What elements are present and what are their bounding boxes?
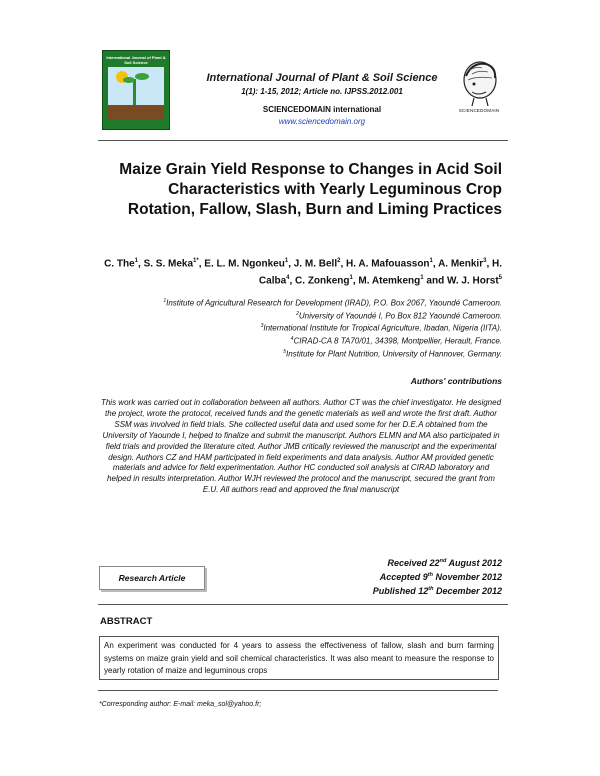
- article-type-box: Research Article: [99, 566, 205, 590]
- affiliation-text: International Institute for Tropical Agriculture, Ibadan, Nigeria (IITA).: [263, 323, 502, 333]
- article-title: Maize Grain Yield Response to Changes in Acid Soil Characteristics with Yearly Leguminous Crop Rotation, Fallow, Slash, Burn and Liming Practices: [119, 161, 502, 218]
- affiliation-text: Institute for Plant Nutrition, University of Hannover, Germany.: [286, 349, 502, 359]
- author-name: J. M. Bell: [293, 258, 338, 270]
- author-affiliation-marker: 1: [284, 258, 289, 264]
- leaf-icon: [123, 77, 135, 83]
- affiliation-item: [140, 321, 502, 334]
- accepted-date: Accepted 9th November 2012: [379, 572, 502, 582]
- cover-title: International Journal of Plant & Soil Science: [106, 55, 166, 65]
- affiliation-number: 1: [163, 298, 167, 304]
- journal-title: International Journal of Plant & Soil Science: [206, 72, 438, 84]
- received-date: Received 22nd August 2012: [387, 558, 502, 568]
- author-separator: ,: [288, 258, 294, 270]
- cover-soil: [108, 105, 164, 119]
- section-divider: [98, 604, 508, 605]
- author-separator: ,: [352, 275, 359, 287]
- author-separator: ,: [432, 258, 439, 270]
- author-name: C. The: [104, 258, 135, 270]
- contributions-text: This work was carried out in collaboration between all authors. Author CT was the chief investigator. He designed the project, wrote the protocol, received funds and the genetic materials as well and wrote the first draft. Author SSM was involved in field trials. She collected useful data and used some for her D.E.A obtained from the University of Yaounde I, helped to finalize and submit the manuscript. Authors ELMN and MA also participated in field trials and provided the literature cited. Author JMB critically reviewed the manuscript and the experimental design. Authors CZ and HAM participated in field experiments and data analysis. Author AM provided genetic materials and advice for field experimentation. Author HC conducted soil analysis at CIRAD laboratory and helped in results interpretation. Author WJH reviewed the protocol and the manuscript, secured the grant from E.U. All authors read and approved the final manuscript: [100, 398, 502, 495]
- abstract-box: An experiment was conducted for 4 years to assess the effectiveness of fallow, slash and burn farming systems on maize grain yield and soil chemical characteristics. It was also meant to measure the response to yearly rotation of maize and leguminous crops: [99, 636, 499, 680]
- affiliation-number: 4: [290, 335, 294, 342]
- author-separator: ,: [289, 275, 296, 287]
- author-separator: and: [423, 275, 447, 287]
- author-list: [100, 254, 502, 289]
- author-affiliation-marker: 4: [286, 275, 290, 282]
- author-affiliation-marker: 1*: [193, 258, 199, 264]
- author-separator: ,: [340, 258, 347, 270]
- logo-label: SCIENCEDOMAIN: [458, 108, 500, 113]
- affiliation-list: [140, 296, 502, 359]
- affiliation-item: [140, 309, 502, 322]
- author-name: H. A. Mafouasson: [346, 258, 430, 270]
- author-affiliation-marker: 3: [483, 258, 487, 264]
- abstract-heading: ABSTRACT: [100, 616, 153, 627]
- publisher-name: SCIENCEDOMAIN international: [262, 105, 382, 114]
- author-affiliation-marker: 1: [429, 258, 433, 264]
- publisher-logo: [452, 58, 506, 122]
- footnote-divider: [98, 690, 498, 691]
- published-date: Published 12th December 2012: [372, 586, 502, 596]
- affiliation-number: 2: [296, 310, 299, 317]
- affiliation-number: 5: [283, 348, 287, 355]
- contributions-heading: Authors' contributions: [410, 376, 502, 386]
- affiliation-text: University of Yaoundé I, Po Box 812 Yaoundé Cameroon.: [298, 311, 502, 321]
- author-affiliation-marker: 2: [337, 258, 341, 264]
- author-separator: ,: [138, 258, 144, 270]
- affiliation-item: [140, 296, 502, 309]
- author-name: C. Zonkeng: [295, 275, 350, 287]
- plant-icon: [133, 79, 136, 105]
- volume-info: 1(1): 1-15, 2012; Article no. IJPSS.2012.001: [241, 87, 403, 96]
- cover-sky: [108, 67, 164, 105]
- affiliation-text: CIRAD-CA 8 TA70/01, 34398, Montpellier, Herault, France.: [293, 336, 502, 346]
- author-name: E. L. M. Ngonkeu: [204, 258, 285, 270]
- author-name: M. Atemkeng: [358, 275, 421, 287]
- publisher-url[interactable]: www.sciencedomain.org: [278, 117, 366, 126]
- corresponding-author-footnote: *Corresponding author: E-mail: meka_sol@yahoo.fr;: [99, 701, 262, 708]
- author-name: H. Calba: [258, 258, 502, 287]
- article-dates: [300, 555, 502, 597]
- affiliation-number: 3: [260, 323, 264, 330]
- author-separator: ,: [486, 258, 492, 270]
- journal-info: [172, 72, 472, 126]
- author-name: W. J. Horst: [446, 275, 499, 287]
- leaf-icon: [135, 73, 149, 80]
- author-affiliation-marker: 1: [134, 258, 139, 264]
- author-affiliation-marker: 1: [349, 275, 353, 282]
- author-name: S. S. Meka: [143, 258, 194, 270]
- head-silhouette-icon: [452, 58, 506, 108]
- journal-cover-image: [102, 50, 170, 130]
- affiliation-item: [140, 347, 502, 360]
- header-divider: [98, 140, 508, 141]
- author-separator: ,: [198, 258, 205, 270]
- author-name: A. Menkir: [438, 258, 484, 270]
- affiliation-item: [140, 334, 502, 347]
- author-affiliation-marker: 1: [420, 275, 424, 282]
- author-affiliation-marker: 5: [498, 275, 502, 282]
- affiliation-text: Institute of Agricultural Research for Development (IRAD), P.O. Box 2067, Yaoundé Cameroon.: [166, 298, 502, 308]
